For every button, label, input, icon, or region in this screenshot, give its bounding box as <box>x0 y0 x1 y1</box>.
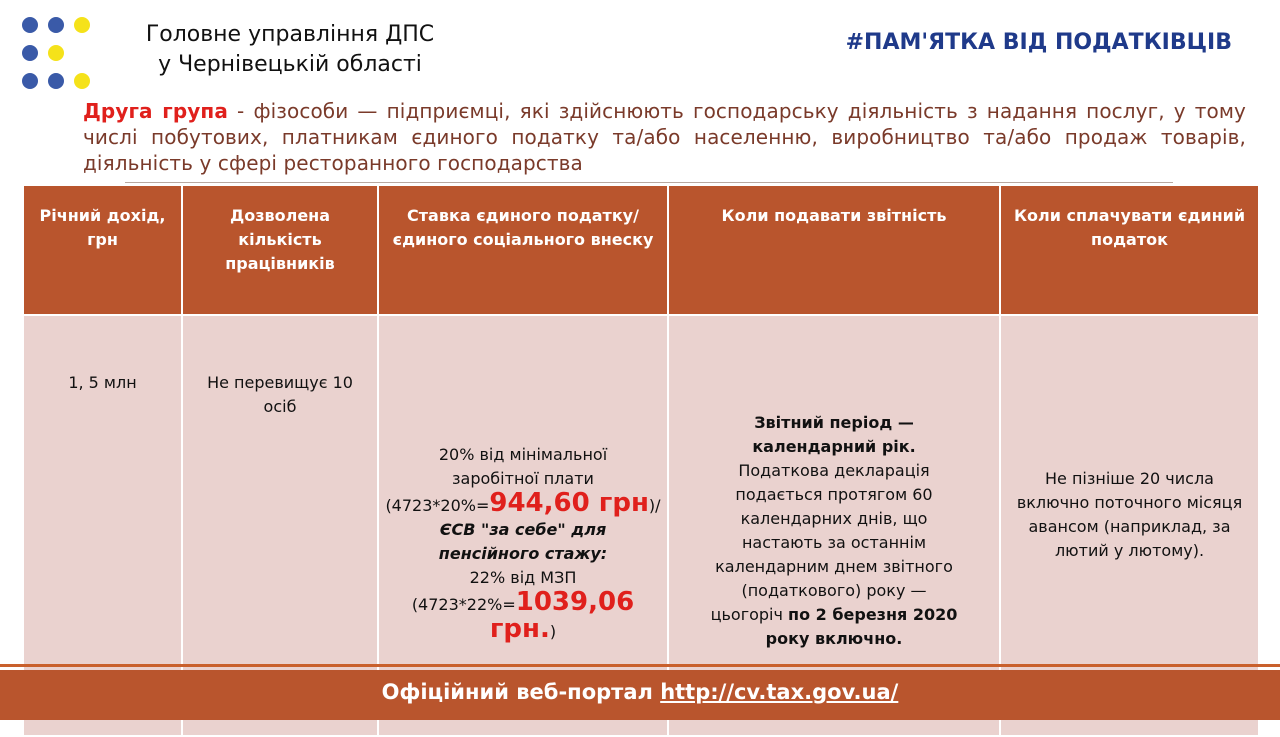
table-header-row <box>23 185 1259 315</box>
reporting-deadline: по 2 березня 2020 року включно. <box>765 604 958 648</box>
group-lead: Друга група <box>83 99 228 123</box>
footer-bar <box>0 670 1280 720</box>
hashtag-title: #ПАМ'ЯТКА ВІД ПОДАТКІВЦІВ <box>845 30 1232 55</box>
footer-divider <box>0 664 1280 667</box>
calc1-pre: (4723*20%= <box>385 496 490 515</box>
header-payment: Коли сплачувати єдиний податок <box>1000 185 1259 315</box>
header-reporting: Коли подавати звітність <box>668 185 1000 315</box>
calc2-pre: (4723*22%= <box>411 595 516 614</box>
calc1-value: 944,60 грн <box>489 488 649 518</box>
calc2-post: ) <box>549 622 557 641</box>
intro-paragraph <box>83 98 1246 176</box>
group-description: - фізособи — підприємці, які здійснюють господарську діяльність з надання послуг, у тому числі побутових, платникам єдиного податку та/або населенню, виробництво та/або продаж товарів, діяльність у сфері ресторанного господарства <box>83 99 1246 175</box>
reporting-period: Звітний період — календарний рік. <box>752 412 916 456</box>
rate-line-2: 22% від МЗП <box>469 568 577 587</box>
footer-label: Офіційний веб-портал <box>381 680 661 704</box>
reporting-body: Податкова декларація подається протягом 60 календарних днів, що настають за останнім календарним днем звітного (податкового) року — цьогоріч <box>710 460 953 624</box>
rate-calc-2 <box>385 587 661 644</box>
rate-line-1: 20% від мінімальної заробітної плати <box>438 445 608 488</box>
header-employees: Дозволена кількість працівників <box>182 185 378 315</box>
dot-grid-logo <box>22 17 92 91</box>
org-line-1: Головне управління ДПС <box>145 22 435 47</box>
header-income: Річний дохід, грн <box>23 185 182 315</box>
rate-calc-1 <box>385 488 661 518</box>
esv-label: ЄСВ "за себе" для пенсійного стажу: <box>438 520 608 563</box>
header-rate: Ставка єдиного податку/єдиного соціального внеску <box>378 185 668 315</box>
tax-table <box>22 184 1260 737</box>
cell-income: 1, 5 млн <box>23 315 182 736</box>
calc1-post: )/ <box>648 496 661 515</box>
employees-text: Не перевищує 10 осіб <box>207 373 353 416</box>
calc2-value: 1039,06 грн. <box>489 587 635 644</box>
org-line-2: у Чернівецькій області <box>158 52 422 77</box>
organization-name <box>100 20 480 80</box>
payment-text: Не пізніше 20 числа включно поточного місяця авансом (наприклад, за лютий у лютому). <box>1016 468 1243 560</box>
intro-divider <box>125 182 1173 183</box>
portal-link[interactable]: http://cv.tax.gov.ua/ <box>660 680 899 704</box>
